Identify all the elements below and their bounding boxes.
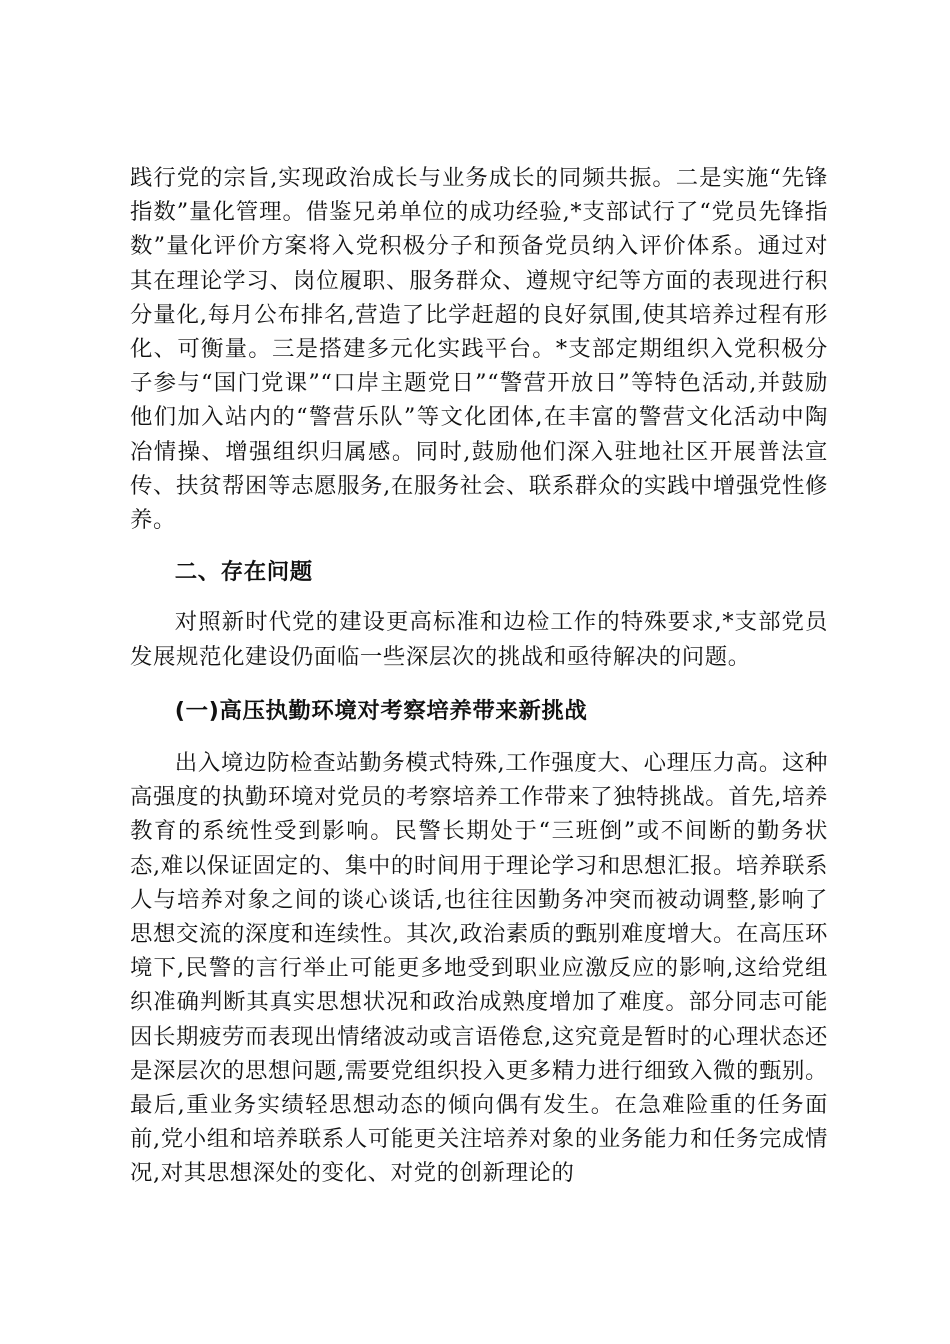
body-paragraph-challenges: 出入境边防检查站勤务模式特殊,工作强度大、心理压力高。这种高强度的执勤环境对党员的考察培养工作带来了独特挑战。首先,培养教育的系统性受到影响。民警长期处于“三班倒”或不间断的勤务状态,难以保证固定的、集中的时间用于理论学习和思想汇报。培养联系人与培养对象之间的谈心谈话,也往往因勤务冲突而被动调整,影响了思想交流的深度和连续性。其次,政治素质的甄别难度增大。在高压环境下,民警的言行举止可能更多地受到职业应激反应的影响,这给党组织准确判断其真实思想状况和政治成熟度增加了难度。部分同志可能因长期疲劳而表现出情绪波动或言语倦怠,这究竟是暂时的心理状态还是深层次的思想问题,需要党组织投入更多精力进行细致入微的甄别。最后,重业务实绩轻思想动态的倾向偶有发生。在急难险重的任务面前,党小组和培养联系人可能更关注培养对象的业务能力和任务完成情况,对其思想深处的变化、对党的创新理论的 [130, 750, 828, 1187]
body-paragraph-intro: 对照新时代党的建设更高标准和边检工作的特殊要求,*支部党员发展规范化建设仍面临一些深层次的挑战和亟待解决的问题。 [130, 609, 828, 670]
spacer [130, 674, 828, 694]
spacer [130, 728, 828, 746]
document-body [130, 161, 828, 1191]
body-paragraph-continued: 践行党的宗旨,实现政治成长与业务成长的同频共振。二是实施“先锋指数”量化管理。借鉴兄弟单位的成功经验,*支部试行了“党员先锋指数”量化评价方案将入党积极分子和预备党员纳入评价体系。通过对其在理论学习、岗位履职、服务群众、遵规守纪等方面的表现进行积分量化,每月公布排名,营造了比学赶超的良好氛围,使其培养过程有形化、可衡量。三是搭建多元化实践平台。*支部定期组织入党积极分子参与“国门党课”“口岸主题党日”“警营开放日”等特色活动,并鼓励他们加入站内的“警营乐队”等文化团体,在丰富的警营文化活动中陶冶情操、增强组织归属感。同时,鼓励他们深入驻地社区开展普法宣传、扶贫帮困等志愿服务,在服务社会、联系群众的实践中增强党性修养。 [130, 165, 828, 534]
spacer [130, 537, 828, 555]
spacer [130, 589, 828, 605]
section-heading: 二、存在问题 [174, 559, 313, 586]
subsection-heading: (一)高压执勤环境对考察培养带来新挑战 [174, 697, 588, 724]
